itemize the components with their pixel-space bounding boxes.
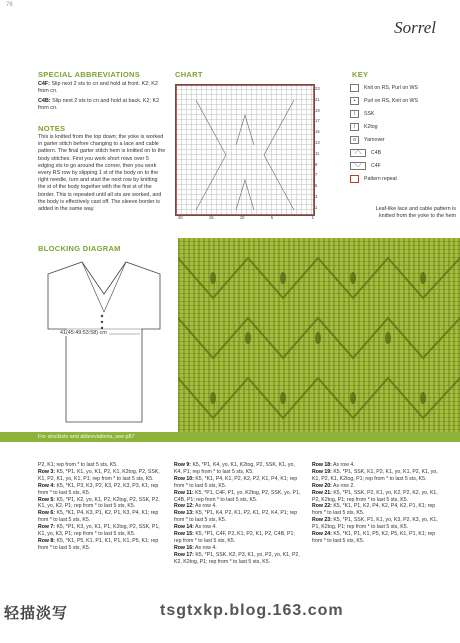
key-label: C4F — [371, 163, 381, 169]
row-instruction: Row 21: K5, *P1, SSK, P2, K1, yo, K2, P2, K2, yo, K1, P2, K2tog, P1; rep from * to last 5 sts, K5. — [312, 489, 438, 503]
key-item — [350, 175, 397, 183]
chart-center-lines — [236, 180, 254, 210]
key-swatch: o — [350, 136, 359, 144]
abbr-text: Slip next 2 sts to cn and hold at front. K2; K2 from cn. — [38, 81, 158, 95]
row-instruction: Row 9: K5, *P1, K4, yo, K1, K2tog, P2, SSK, K1, yo, K4, P1; rep from * to last 5 sts, K5. — [174, 462, 295, 475]
key-swatch: ⟍⟋ — [350, 162, 366, 170]
row-instruction: Row 20: As row 2. — [312, 482, 355, 489]
top-bar — [0, 0, 460, 6]
key-swatch: • — [350, 97, 359, 105]
abbreviation-c4b — [38, 98, 166, 112]
row-instruction: Row 8: K5, *K1, P5, K1, P1, K1, P1, K1, P5, K1; rep from * to last 5 sts, K5. — [38, 537, 159, 551]
row-instruction: Row 6: K5, *K1, P4, K3, P1, K2, P1, K3, P4, K1; rep from * to last 5 sts, K5. — [38, 510, 159, 524]
key-label: SSK — [364, 111, 375, 117]
button — [101, 321, 103, 323]
row-label: 9 — [315, 161, 318, 167]
chart-leaf-left — [196, 100, 226, 210]
page-title: Sorrel — [394, 18, 436, 37]
chart-symbols — [176, 85, 314, 215]
pattern-repeat-outline — [177, 86, 314, 215]
row-instruction: Row 10: K5, *K1, P4, K1, P2, K2, P2, K1, P4, K1; rep from * to last 5 sts, K5. — [174, 475, 298, 489]
col-label: 15 — [208, 215, 214, 220]
stockists-text: For stockists and abbreviations, see p87 — [38, 434, 135, 440]
row-instruction: Row 5: K5, *P1, K2, yo, K1, P2, K2tog, P2, SSK, P2, K1, yo, K2, P1; rep from * to last 5 sts, K5. — [38, 496, 160, 510]
key-label: Knit on RS, Purl on WS — [364, 85, 418, 91]
row-instruction: Row 11: K5, *P1, C4F, P1, yo, K2tog, P2, SSK, yo, P1, C4B, P1; rep from * to last 5 sts, K5. — [174, 489, 301, 503]
notes-text: This is knitted from the top down; the yoke is worked in garter stitch before changing to a lace and cable pattern. The final garter stitch hem is knitted on to the body stitches. First you work short rows over 5 edging sts to go around the corner, then you work every RS row by slipping 1 st of the body on to the right needle, turn and start the next row by knitting the st of the body together with the first st of the border. This is repeated until all sts are worked, and the body is effectively cast off. The sleeve border is added in the same way. — [38, 134, 166, 213]
col-label: 1 — [311, 215, 314, 220]
key-item — [350, 149, 381, 157]
row-label: 5 — [315, 183, 318, 189]
row-instruction: Row 12: As row 4. — [174, 503, 217, 510]
abbr-text: Slip next 2 sts to cn and hold at back. K2; K2 from cn. — [38, 98, 160, 112]
row-instruction: Row 15: K5, *P1, C4F, P2, K1, P2, K1, P2, C4B, P1; rep from * to last 5 sts, K5. — [174, 531, 295, 544]
stockists-band — [0, 432, 460, 442]
knitting-chart — [175, 84, 315, 216]
row-instruction: Row 19: K5, *P1, SSK, K1, P2, K1, yo, K1, P2, K1, yo, K1, P2, K1, K2tog, P1; rep from * to last 5 sts, K5. — [312, 468, 438, 482]
knit-swatch-photo — [178, 238, 460, 438]
key-swatch: \ — [350, 110, 359, 118]
row-instruction: Row 23: K5, *P1, SSK, P1, K1, yo, K3, P2, K3, yo, K1, P1, K2tog, P1; rep from * to last 5 sts, K5. — [312, 517, 438, 531]
key-label: K2tog — [364, 124, 378, 130]
key-label: C4B — [371, 150, 382, 156]
row-instruction: Row 24: K5, *K1, P1, K1, P5, K2, P5, K1, P1, K1; rep from * to last 5 sts, K5. — [312, 531, 436, 544]
row-label: 21 — [315, 96, 320, 102]
abbr-term: C4B: — [38, 98, 51, 104]
key-item — [350, 123, 378, 131]
chart-center-lines — [236, 115, 254, 145]
row-instruction: Row 22: K5, *K1, P1, K2, P4, K2, P4, K2, P1, K1; rep from * to last 5 sts, K5. — [312, 503, 436, 517]
key-label: Pattern repeat — [364, 176, 397, 182]
instructions-column-3 — [312, 462, 440, 545]
row-instruction: Row 17: K5, *P1, SSK, K2, P3, K1, yo, P2, yo, K1, P2, K2, K2tog, P1; rep from * to last 5 sts, K5. — [174, 551, 300, 565]
row-label: 11 — [315, 150, 320, 156]
key-item — [350, 136, 385, 144]
chart-leaf-right — [264, 100, 294, 210]
page-number: 76 — [6, 2, 13, 8]
row-instruction: Row 3: K5, *P1, K1, yo, K1, P2, K1, K2tog, P2, SSK, K1, P2, K1, yo, K1, P1; rep from * to last 5 sts, K5. — [38, 468, 160, 482]
col-label: 10 — [239, 215, 245, 220]
key-swatch — [350, 175, 359, 183]
row-instruction: Row 16: As row 4. — [174, 544, 217, 551]
row-label: 13 — [315, 139, 320, 145]
row-instruction: Row 7: K5, *P1, K3, yo, K1, P1, K2tog, P2, SSK, P1, K1, yo, K3, P1; rep from * to last 5 sts, K5. — [38, 524, 160, 538]
key-heading: KEY — [352, 70, 369, 79]
key-item — [350, 162, 381, 170]
notes-heading: NOTES — [38, 124, 66, 133]
key-label: Purl on RS, Knit on WS — [364, 98, 418, 104]
col-label: 5 — [270, 215, 274, 220]
row-label: 15 — [315, 129, 320, 135]
key-item — [350, 110, 374, 118]
row-label: 17 — [315, 118, 320, 124]
instructions-column-2 — [174, 462, 302, 566]
row-instruction: P2, K1; rep from * to last 5 sts, K5. — [38, 462, 118, 468]
key-item — [350, 97, 418, 105]
blocking-measurement: 41(45:49:53:58) cm — [60, 330, 107, 336]
chart-heading: CHART — [175, 70, 203, 79]
watermark-cn: 轻描淡写 — [4, 605, 69, 622]
garment-outline — [48, 262, 160, 422]
row-label: 1 — [315, 204, 318, 210]
button — [101, 327, 103, 329]
row-instruction: Row 18: As row 4. — [312, 462, 355, 468]
blocking-heading: BLOCKING DIAGRAM — [38, 244, 121, 253]
abbreviation-c4f — [38, 81, 166, 95]
row-label: 23 — [315, 86, 320, 91]
key-swatch: / — [350, 123, 359, 131]
row-instruction: Row 13: K5, *P1, K4, P2, K1, P2, K1, P2, K4, P1; rep from * to last 5 sts, K5. — [174, 510, 298, 524]
blocking-diagram — [38, 254, 170, 424]
instructions-column-1 — [38, 462, 164, 552]
chart-row-labels — [315, 84, 325, 214]
abbreviations-heading: SPECIAL ABBREVIATIONS — [38, 70, 141, 79]
key-swatch: ⟋⟍ — [350, 149, 366, 157]
key-label: Yarnover — [364, 137, 385, 143]
row-label: 3 — [315, 193, 318, 199]
photo-caption: Leaf-like lace and cable pattern is knitted from the yoke to the hem — [375, 206, 456, 219]
abbr-term: C4F: — [38, 81, 50, 87]
row-instruction: Row 14: As row 4. — [174, 524, 217, 531]
key-swatch — [350, 84, 359, 92]
row-instruction: Row 4: K5, *K1, P3, K3, P2, K3, P2, K3, P3, K1; rep from * to last 5 sts, K5. — [38, 482, 159, 496]
watermark-url: tsgtxkp.blog.163.com — [160, 602, 344, 619]
key-item — [350, 84, 418, 92]
row-label: 7 — [315, 172, 318, 178]
button — [101, 315, 103, 317]
lace-pattern — [178, 238, 460, 438]
chart-col-labels — [178, 215, 314, 220]
col-label: 20 — [178, 215, 183, 220]
row-label: 19 — [315, 107, 320, 113]
